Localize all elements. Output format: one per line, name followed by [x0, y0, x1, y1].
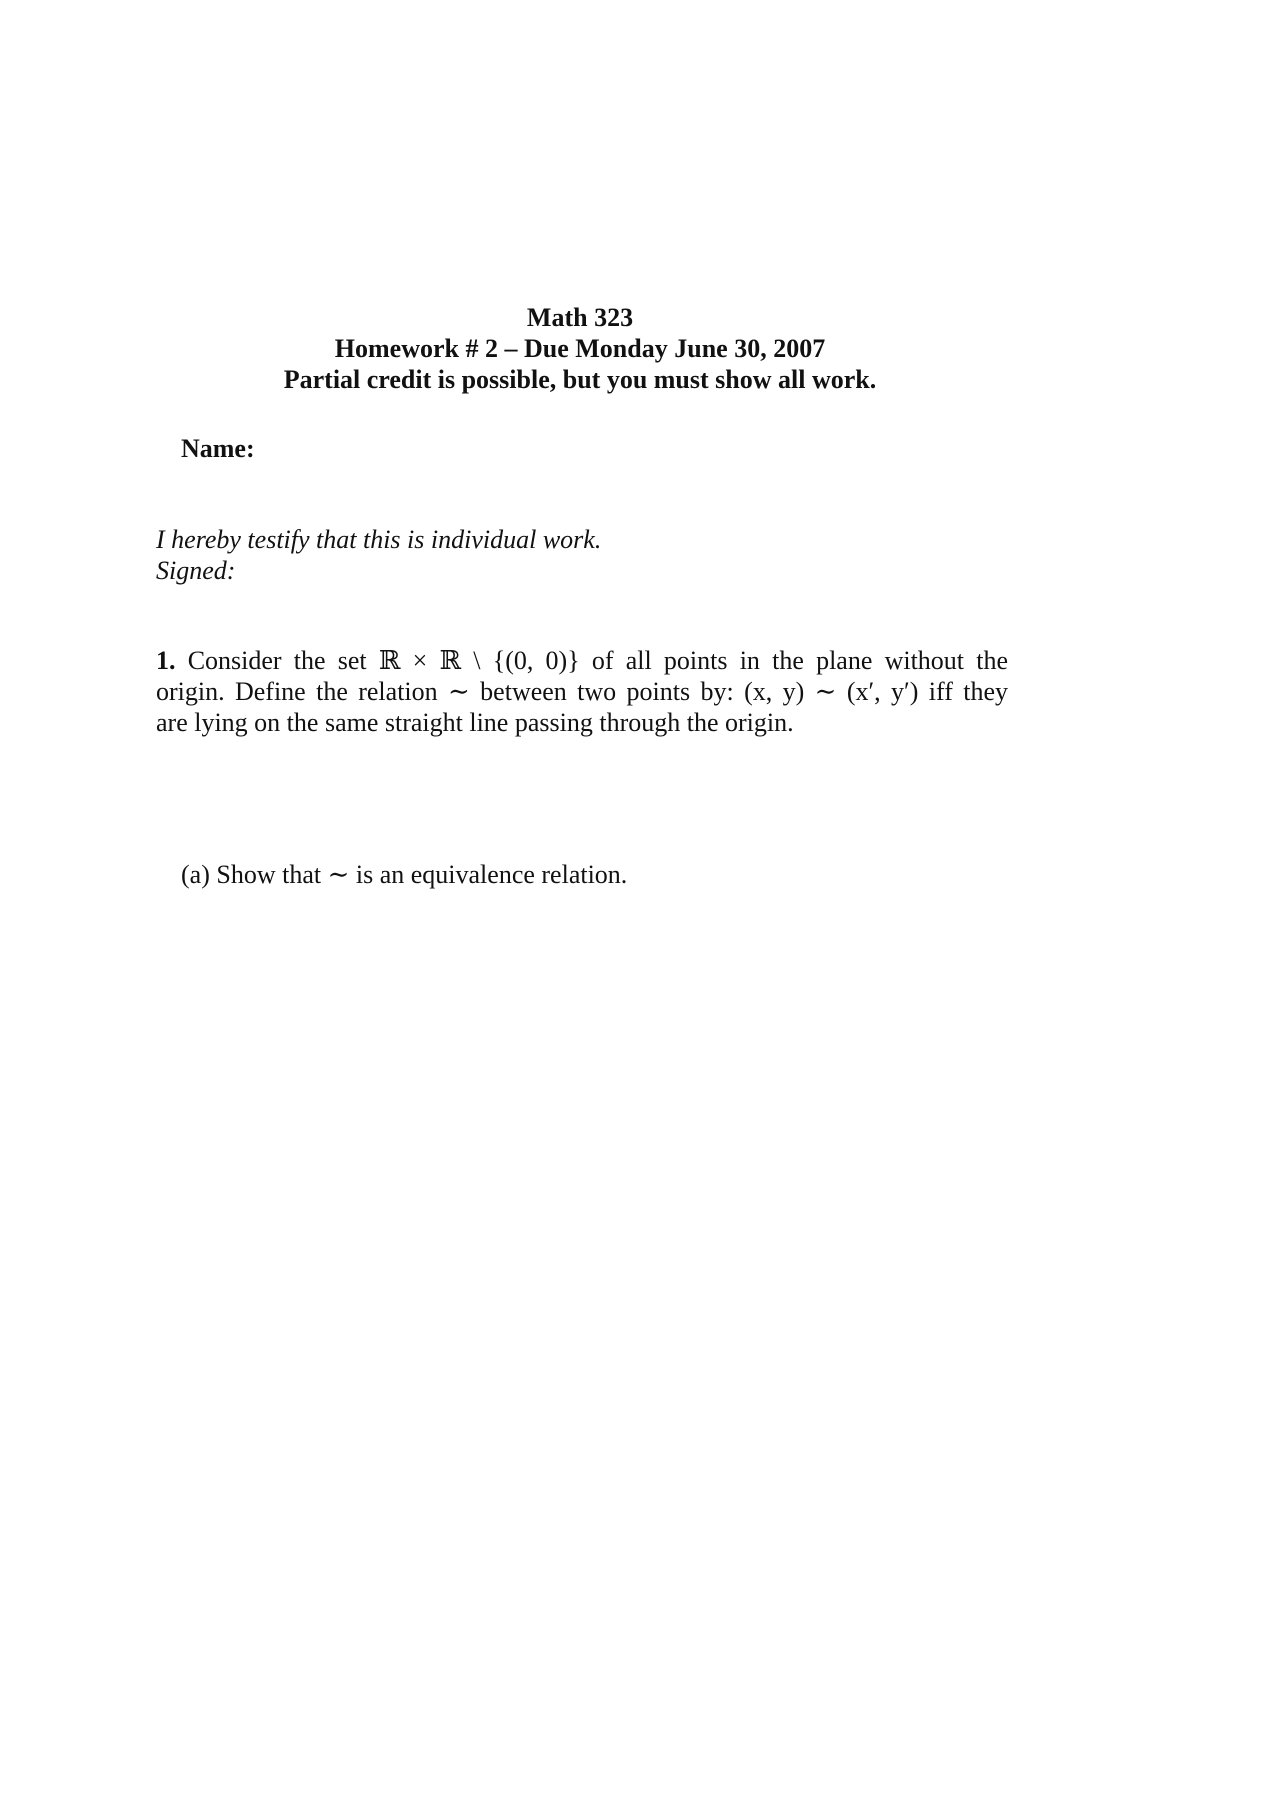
- problem-1-part-a: (a) Show that ∼ is an equivalence relation.: [181, 860, 628, 889]
- problem-1-line-3: are lying on the same straight line passing through the origin.: [156, 708, 794, 737]
- problem-1-text-1: Consider the set ℝ × ℝ \ {(0, 0)} of all points in the plane without the: [187, 646, 1008, 675]
- document-header: [0, 302, 1160, 395]
- problem-1-line-1: [156, 645, 1008, 676]
- problem-number: 1.: [156, 646, 176, 675]
- course-title: Math 323: [526, 303, 634, 332]
- testimony-block: [156, 524, 601, 586]
- testimony-statement: I hereby testify that this is individual work.: [156, 525, 602, 554]
- problem-1-line-2: origin. Define the relation ∼ between two points by: (x, y) ∼ (x′, y′) iff they: [156, 677, 1008, 706]
- assignment-title: Homework # 2 – Due Monday June 30, 2007: [334, 334, 826, 363]
- problem-1: [156, 645, 1008, 738]
- credit-note: Partial credit is possible, but you must show all work.: [283, 365, 877, 394]
- name-label: Name:: [181, 434, 255, 463]
- signed-label: Signed:: [156, 556, 236, 585]
